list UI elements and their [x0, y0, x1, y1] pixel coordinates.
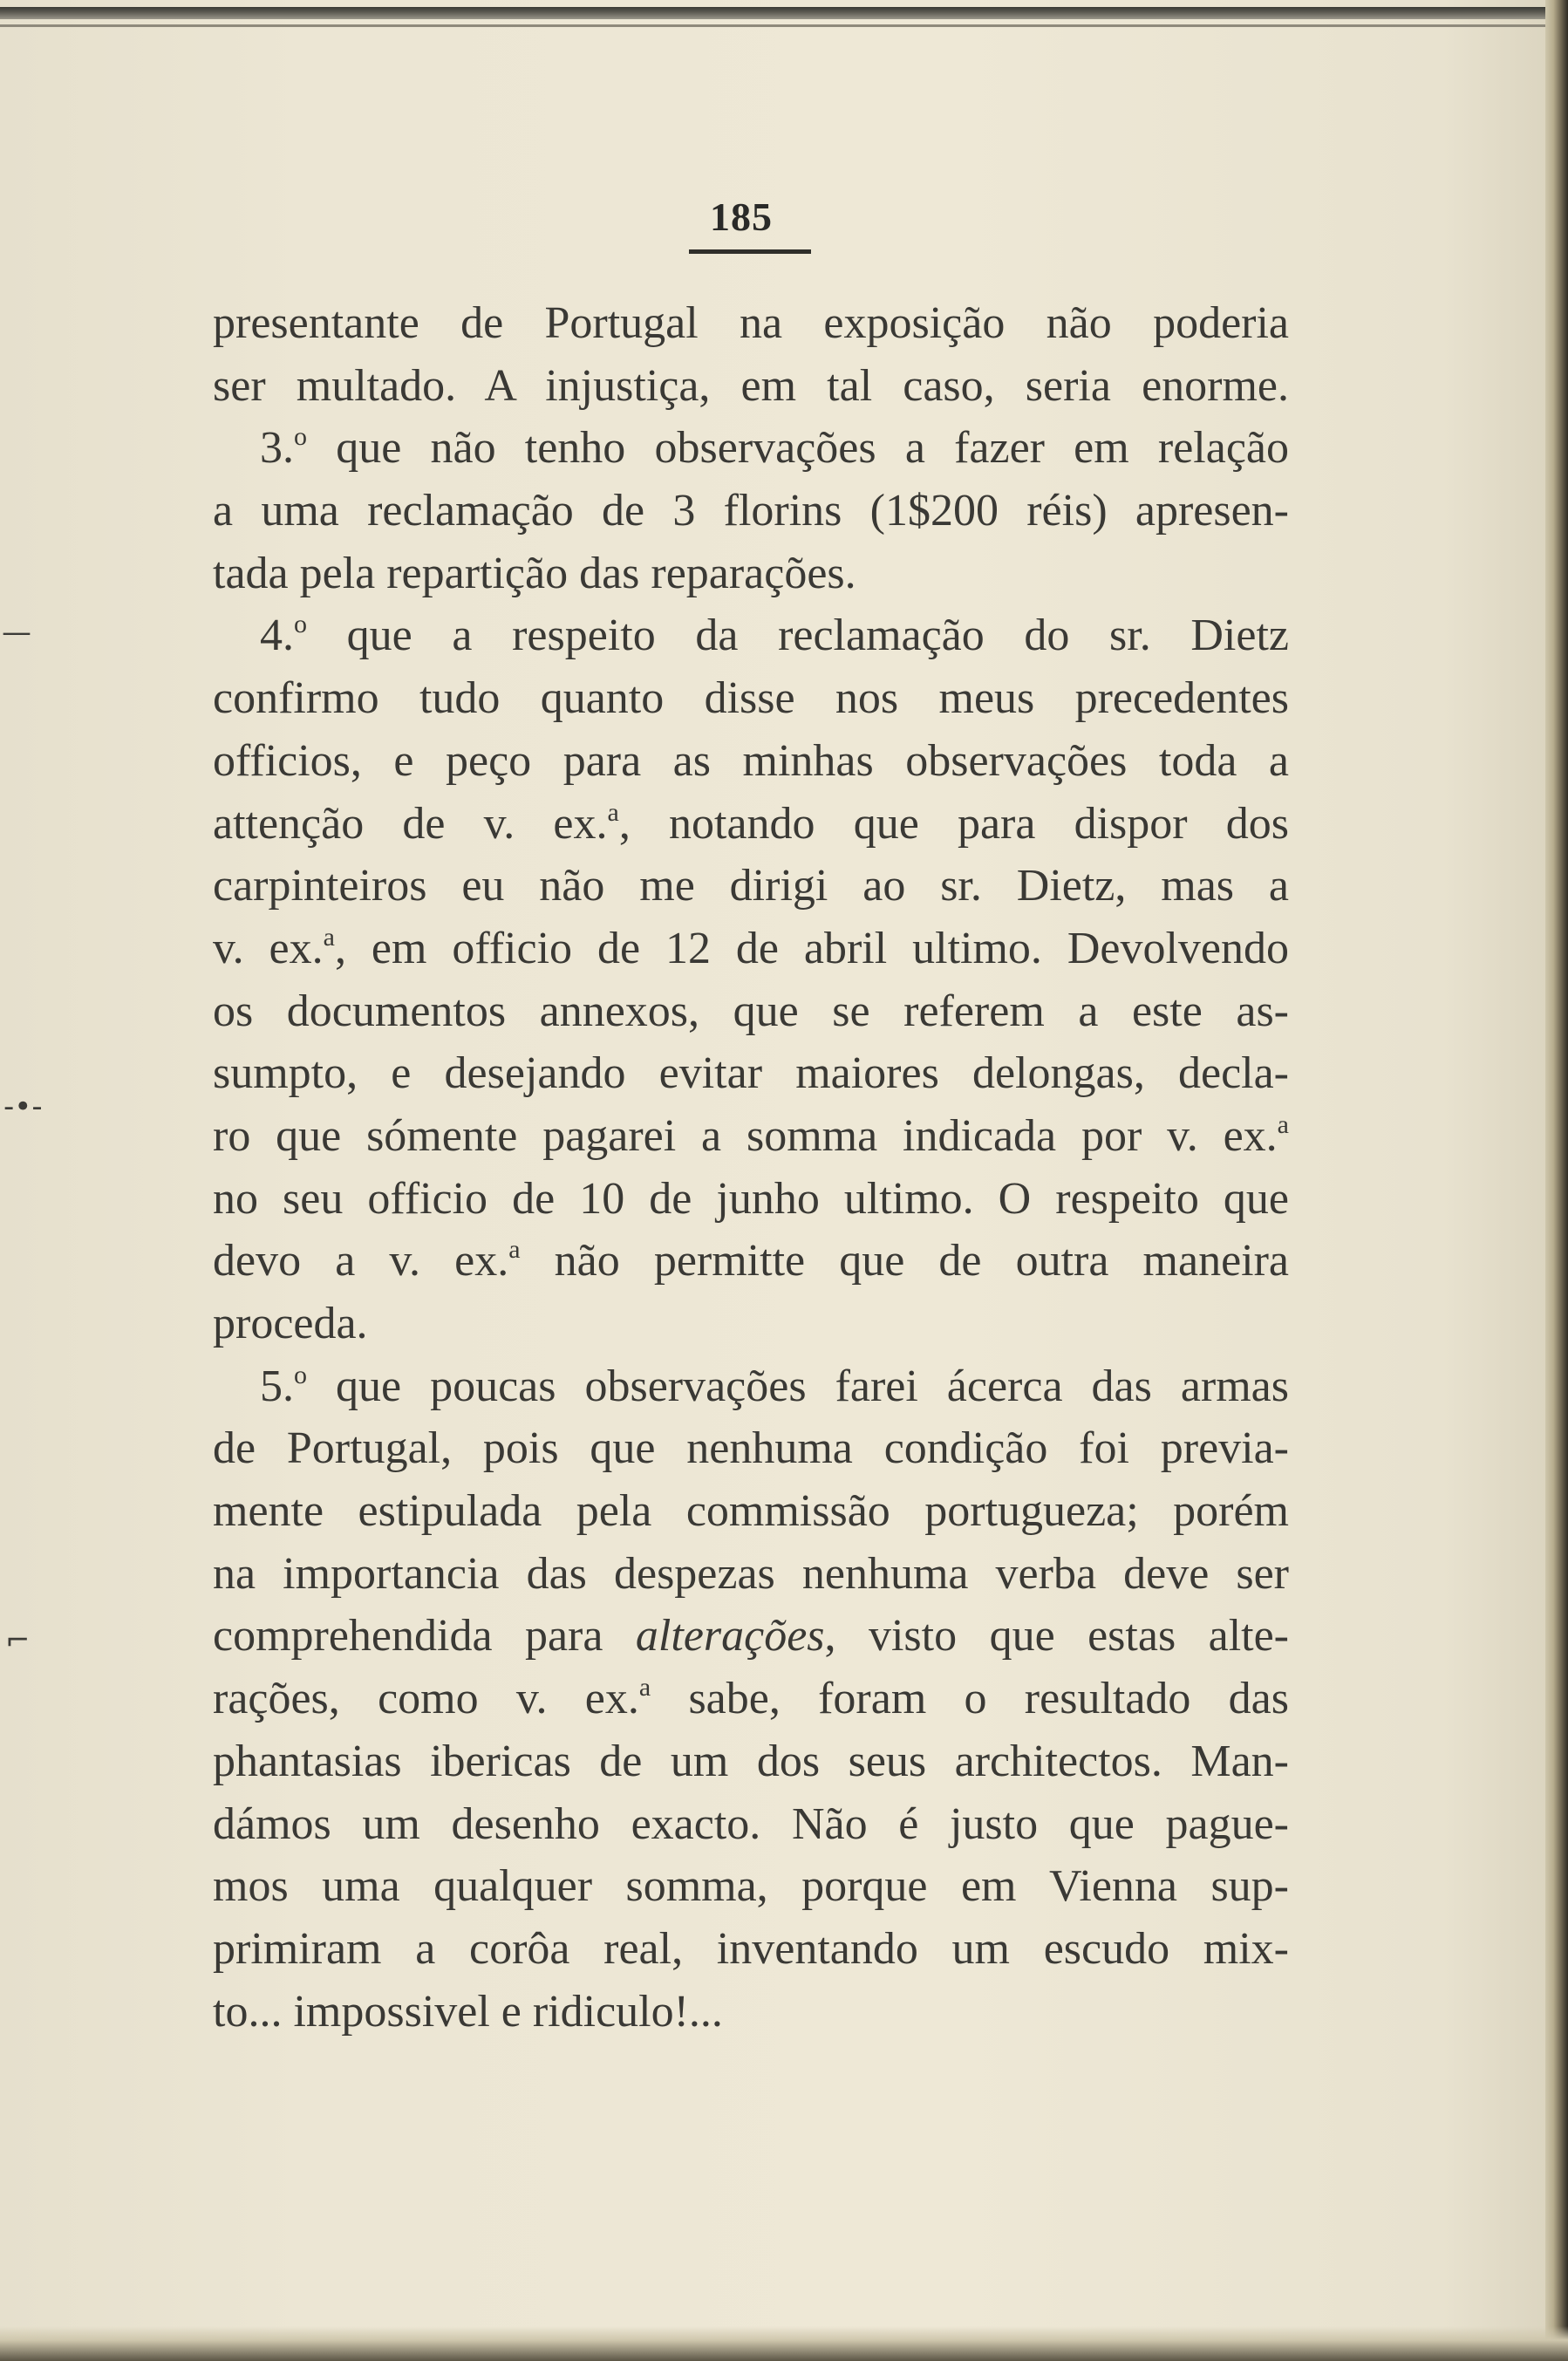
superscript: a — [607, 797, 619, 827]
text-line: na importancia das despezas nenhuma verba deve ser — [213, 1548, 1289, 1599]
text-line — [213, 1105, 1289, 1168]
text-run: não permitte que de outra maneira — [520, 1236, 1289, 1286]
text-run: devo a v. ex. — [213, 1236, 509, 1286]
item-number: 3. — [260, 423, 294, 474]
text-run: rações, como v. ex. — [213, 1674, 639, 1724]
text-line: proceda. — [213, 1299, 368, 1348]
superscript: o — [294, 1360, 307, 1389]
text-line: carpinteiros eu não me dirigi ao sr. Dietz, mas a — [213, 861, 1289, 911]
text-line: presentante de Portugal na exposição não poderia — [213, 298, 1289, 348]
text-line: no seu officio de 10 de junho ultimo. O respeito que — [213, 1173, 1289, 1224]
page-number: 185 — [710, 194, 773, 239]
text-line: sumpto, e desejando evitar maiores delongas, decla- — [213, 1048, 1289, 1099]
superscript: a — [508, 1235, 521, 1265]
superscript: o — [294, 422, 307, 452]
text-run: comprehendida para — [213, 1611, 636, 1662]
text-line: dámos um desenho exacto. Não é justo que pague- — [213, 1798, 1289, 1849]
text-line — [213, 1355, 1289, 1418]
text-line — [213, 417, 1289, 480]
text-line: mos uma qualquer somma, porque em Vienna sup- — [213, 1861, 1289, 1912]
text-line: tada pela repartição das reparações. — [213, 548, 856, 598]
item-number: 4. — [260, 611, 294, 661]
text-line: to... impossivel e ridiculo!... — [213, 1986, 723, 2037]
text-run: ro que sómente pagarei a somma indicada por v. ex. — [213, 1110, 1278, 1161]
text-line: primiram a corôa real, inventando um escudo mix- — [213, 1923, 1289, 1974]
text-line — [213, 793, 1289, 856]
text-line: officios, e peço para as minhas observações toda a — [213, 735, 1289, 786]
margin-mark: ⌐ — [5, 1623, 31, 1658]
margin-mark: -•- — [3, 1089, 43, 1124]
margin-mark: — — [2, 615, 31, 650]
text-line — [213, 604, 1289, 667]
text-run: , em officio de 12 de abril ultimo. Devolvendo — [334, 923, 1289, 973]
text-line: de Portugal, pois que nenhuma condição foi previa- — [213, 1423, 1289, 1474]
text-line: phantasias ibericas de um dos seus architectos. Man- — [213, 1736, 1289, 1786]
text-line: ser multado. A injustiça, em tal caso, seria enorme. — [213, 360, 1289, 411]
superscript: o — [294, 610, 307, 639]
page-bottom-edge — [0, 2326, 1568, 2361]
text-run: , visto que estas alte- — [824, 1611, 1289, 1662]
superscript: a — [323, 922, 335, 952]
text-run: que não tenho observações a fazer em relação — [307, 423, 1289, 474]
italic-word: alterações — [635, 1611, 825, 1662]
text-run: v. ex. — [213, 923, 324, 973]
body-text — [213, 292, 1289, 2043]
page-number-rule — [689, 249, 811, 254]
item-number: 5. — [260, 1361, 294, 1411]
text-line — [213, 1230, 1289, 1293]
text-run: , notando que para dispor dos — [618, 798, 1289, 849]
text-line — [213, 1605, 1289, 1668]
superscript: a — [638, 1673, 651, 1703]
text-run: que a respeito da reclamação do sr. Dietz — [307, 611, 1289, 661]
text-line — [213, 1668, 1289, 1730]
text-line: a uma reclamação de 3 florins (1$200 réis) apresen- — [213, 486, 1289, 536]
top-rule — [0, 7, 1568, 19]
text-line: os documentos annexos, que se referem a este as- — [213, 986, 1289, 1036]
text-run: que poucas observações farei ácerca das armas — [307, 1361, 1289, 1411]
text-line — [213, 918, 1289, 980]
top-rule-thin — [0, 24, 1568, 27]
text-line: mente estipulada pela commissão portugueza; porém — [213, 1486, 1289, 1537]
text-run: sabe, foram o resultado das — [651, 1674, 1289, 1724]
text-run: attenção de v. ex. — [213, 798, 608, 849]
page-right-edge — [1545, 0, 1568, 2361]
text-line: confirmo tudo quanto disse nos meus precedentes — [213, 673, 1289, 724]
superscript: a — [1277, 1109, 1289, 1139]
